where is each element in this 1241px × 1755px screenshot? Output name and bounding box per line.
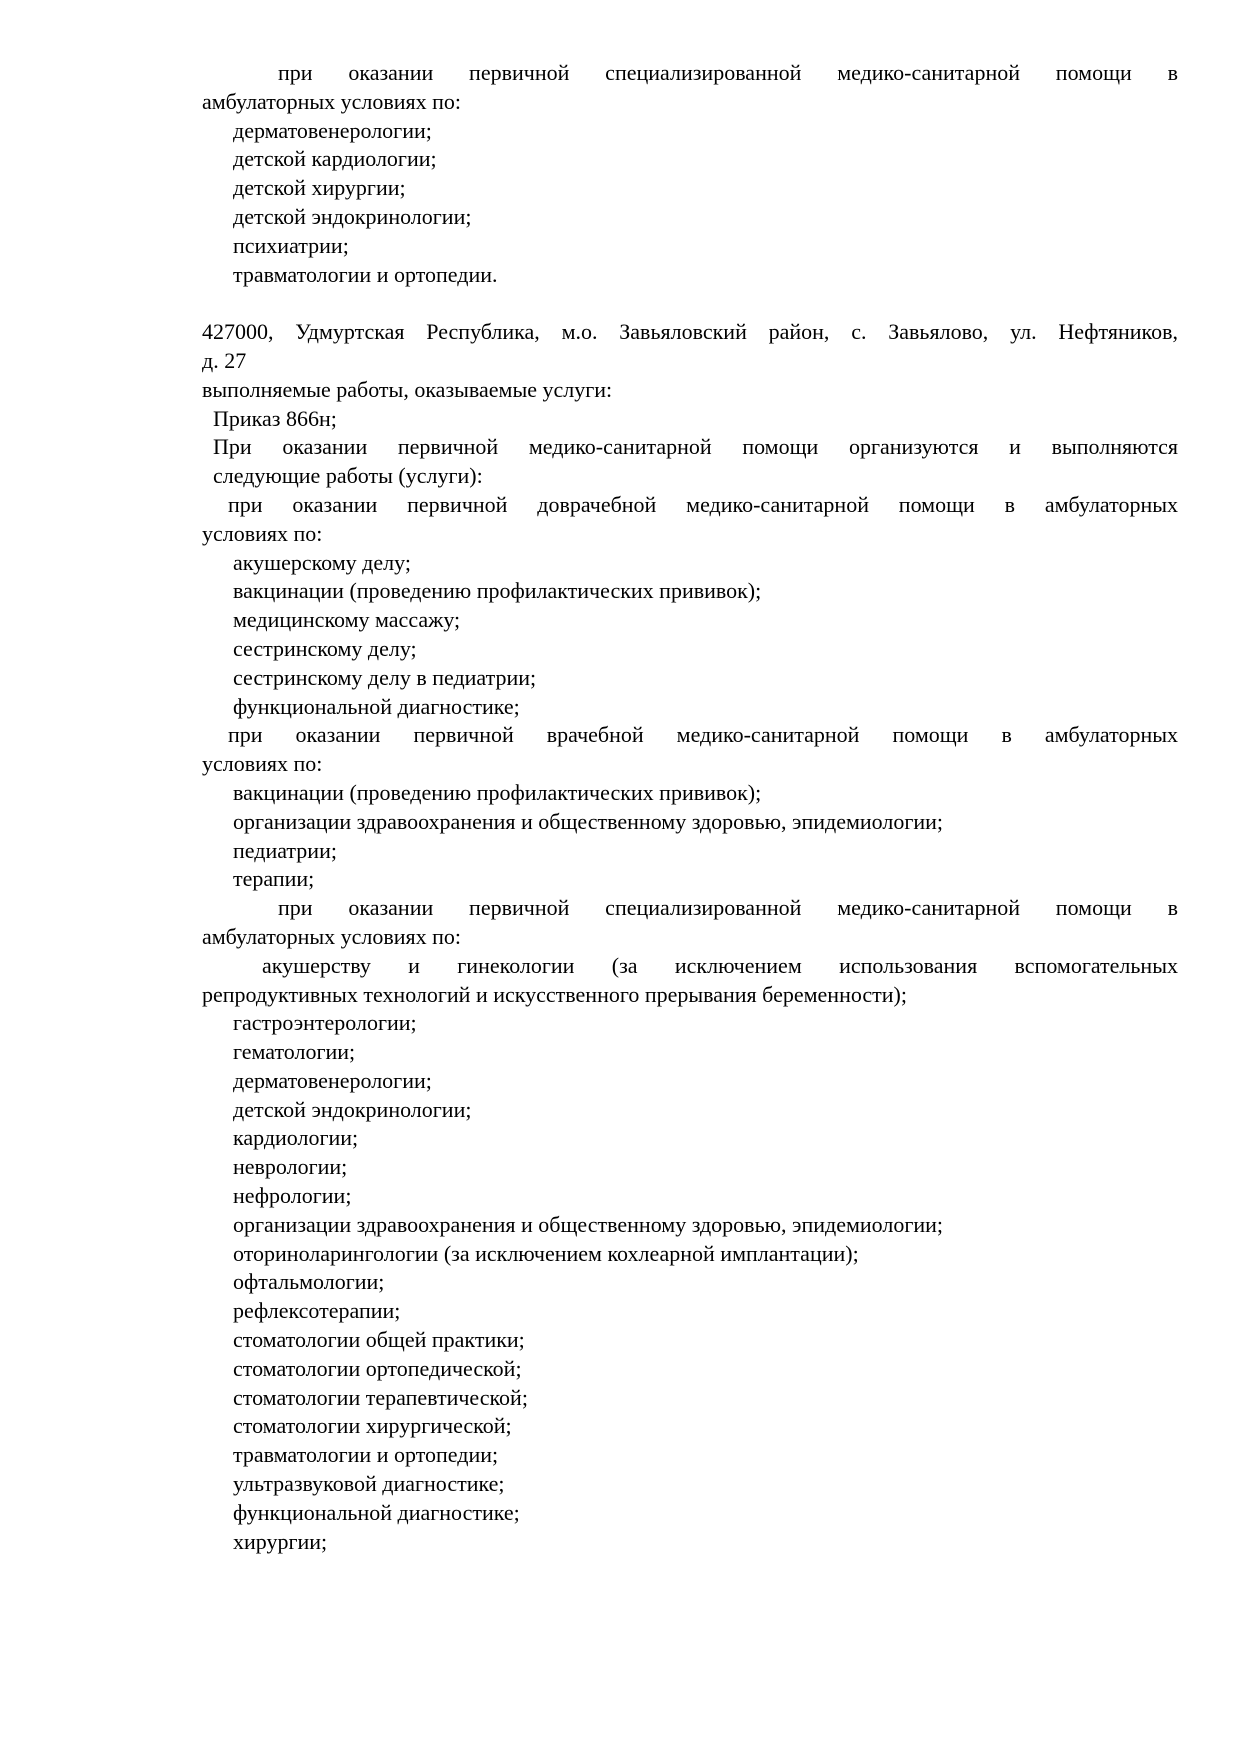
document-line: стоматологии общей практики; — [233, 1327, 525, 1353]
document-line: стоматологии ортопедической; — [233, 1355, 522, 1381]
document-line: условиях по: — [202, 751, 323, 777]
document-line: дерматовенерологии; — [233, 117, 432, 143]
document-line: детской кардиологии; — [233, 146, 437, 172]
document-line: сестринскому делу в педиатрии; — [233, 664, 537, 690]
document-line: детской хирургии; — [233, 175, 406, 201]
document-line: вакцинации (проведению профилактических прививок); — [233, 779, 762, 805]
document-line: оториноларингологии (за исключением кохлеарной имплантации); — [233, 1240, 859, 1266]
document-line: детской эндокринологии; — [233, 1096, 472, 1122]
document-line: вакцинации (проведению профилактических прививок); — [233, 578, 762, 604]
document-line: психиатрии; — [233, 232, 349, 258]
document-line: офтальмологии; — [233, 1269, 385, 1295]
document-line: медицинскому массажу; — [233, 607, 461, 633]
document-line: условиях по: — [202, 520, 323, 546]
document-line: детской эндокринологии; — [233, 203, 472, 229]
document-line: амбулаторных условиях по: — [202, 923, 462, 949]
document-line: гастроэнтерологии; — [233, 1010, 417, 1036]
document-line: стоматологии хирургической; — [233, 1413, 512, 1439]
document-line: Приказ 866н; — [213, 405, 337, 431]
document-line: травматологии и ортопедии; — [233, 1442, 499, 1468]
document-line: 427000, Удмуртская Республика, м.о. Завьяловский район, с. Завьялово, ул. Нефтяников, — [202, 319, 1178, 345]
document-line: выполняемые работы, оказываемые услуги: — [202, 376, 613, 402]
document-line: при оказании первичной врачебной медико-санитарной помощи в амбулаторных — [228, 722, 1178, 748]
document-line: терапии; — [233, 866, 315, 892]
document-line: педиатрии; — [233, 837, 337, 863]
document-line: при оказании первичной специализированной медико-санитарной помощи в — [278, 895, 1178, 921]
document-line: при оказании первичной специализированной медико-санитарной помощи в — [278, 60, 1178, 85]
document-line: ультразвуковой диагностике; — [233, 1471, 505, 1497]
document-line: д. 27 — [202, 347, 247, 373]
document-line: репродуктивных технологий и искусственного прерывания беременности); — [202, 981, 907, 1007]
document-line: акушерству и гинекологии (за исключением использования вспомогательных — [262, 952, 1178, 978]
document-line: хирургии; — [233, 1528, 328, 1554]
document-line: рефлексотерапии; — [233, 1298, 401, 1324]
document-line: травматологии и ортопедии. — [233, 261, 498, 287]
document-line: при оказании первичной доврачебной медико-санитарной помощи в амбулаторных — [228, 491, 1178, 517]
document-line: нефрологии; — [233, 1183, 352, 1209]
document-line: неврологии; — [233, 1154, 348, 1180]
document-line: дерматовенерологии; — [233, 1067, 432, 1093]
document-text-block — [202, 59, 1178, 1556]
document-line: акушерскому делу; — [233, 549, 411, 575]
document-line: следующие работы (услуги): — [213, 463, 483, 489]
document-line: При оказании первичной медико-санитарной помощи организуются и выполняются — [213, 434, 1178, 460]
document-blank-line — [202, 289, 1178, 318]
document-line: функциональной диагностике; — [233, 1499, 520, 1525]
document-line: гематологии; — [233, 1039, 356, 1065]
document-line: амбулаторных условиях по: — [202, 88, 462, 114]
document-line: функциональной диагностике; — [233, 693, 520, 719]
document-line: организации здравоохранения и общественному здоровью, эпидемиологии; — [233, 808, 944, 834]
document-line: стоматологии терапевтической; — [233, 1384, 528, 1410]
document-line: кардиологии; — [233, 1125, 359, 1151]
document-line: организации здравоохранения и общественному здоровью, эпидемиологии; — [233, 1211, 944, 1237]
document-line: сестринскому делу; — [233, 635, 417, 661]
